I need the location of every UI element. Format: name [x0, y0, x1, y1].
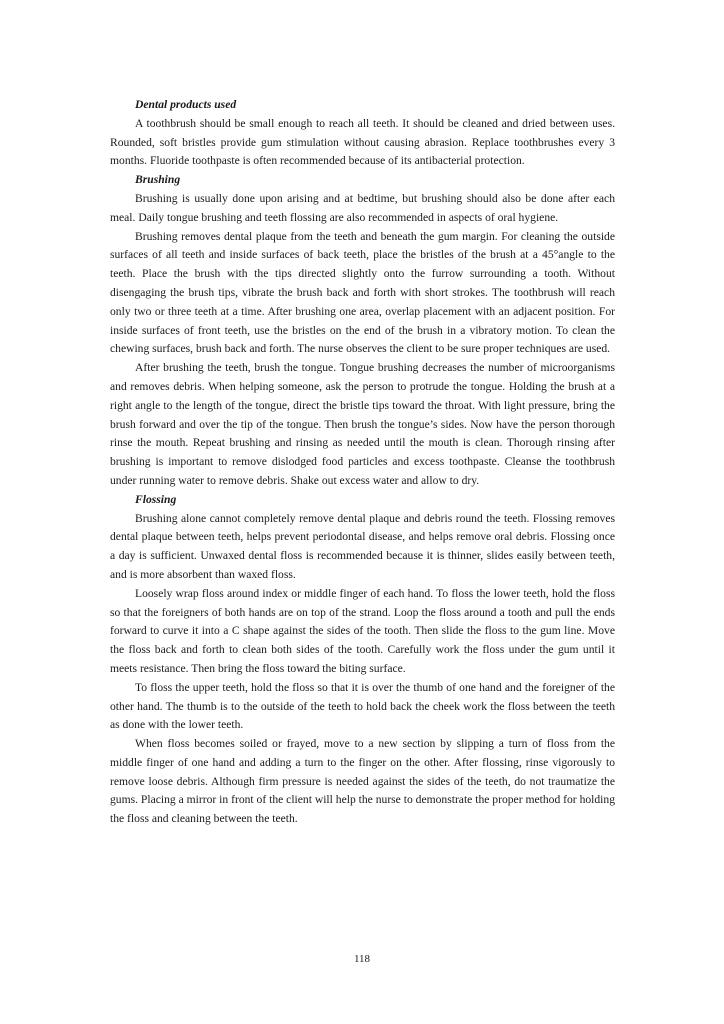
- paragraph: Brushing removes dental plaque from the teeth and beneath the gum margin. For cleaning the outside surfaces of all teeth and inside surfaces of back teeth, place the bristles of the brush at a 45°angle to the teeth. Place the brush with the tips directed slightly onto the furrow surrounding a tooth. Without disengaging the brush tips, vibrate the brush back and forth with short strokes. The toothbrush will reach only two or three teeth at a time. After brushing one area, overlap placement with an adjacent position. For inside surfaces of front teeth, use the bristles on the end of the brush in a vibratory motion. To clean the chewing surfaces, brush back and forth. The nurse observes the client to be sure proper techniques are used.: [110, 229, 615, 356]
- section-heading: Brushing: [135, 173, 181, 187]
- page-content: [110, 96, 615, 829]
- paragraph: When floss becomes soiled or frayed, move to a new section by slipping a turn of floss from the middle finger of one hand and adding a turn to the finger on the other. After flossing, rinse vigorously to remove loose debris. Although firm pressure is needed against the sides of the teeth, do not traumatize the gums. Placing a mirror in front of the client will help the nurse to demonstrate the proper method for holding the floss and cleaning between the teeth.: [110, 737, 615, 826]
- paragraph: Loosely wrap floss around index or middle finger of each hand. To floss the lower teeth, hold the floss so that the foreigners of both hands are on top of the strand. Loop the floss around a tooth and pull the ends forward to curve it into a C shape against the sides of the tooth. Then slide the floss to the gum line. Move the floss back and forth to clean both sides of the tooth. Carefully work the floss under the gum until it meets resistance. Then bring the floss toward the biting surface.: [110, 586, 615, 675]
- paragraph: Brushing alone cannot completely remove dental plaque and debris round the teeth. Flossing removes dental plaque between teeth, helps prevent periodontal disease, and helps remove oral debris. Flossing once a day is sufficient. Unwaxed dental floss is recommended because it is thinner, slides easily between teeth, and is more absorbent than waxed floss.: [110, 511, 615, 581]
- page-number: 118: [353, 953, 371, 965]
- paragraph: To floss the upper teeth, hold the floss so that it is over the thumb of one hand and the foreigner of the other hand. The thumb is to the outside of the teeth to hold back the cheek work the floss between the teeth as done with the lower teeth.: [110, 680, 615, 732]
- paragraph: A toothbrush should be small enough to reach all teeth. It should be cleaned and dried between uses. Rounded, soft bristles provide gum stimulation without causing abrasion. Replace toothbrushes every 3 months. Fluoride toothpaste is often recommended because of its antibacterial protection.: [110, 116, 615, 168]
- section-dental-products: [110, 96, 615, 171]
- section-flossing: [110, 491, 615, 829]
- paragraph: Brushing is usually done upon arising and at bedtime, but brushing should also be done after each meal. Daily tongue brushing and teeth flossing are also recommended in aspects of oral hygiene.: [110, 191, 615, 224]
- section-heading: Dental products used: [135, 98, 237, 111]
- paragraph: After brushing the teeth, brush the tongue. Tongue brushing decreases the number of microorganisms and removes debris. When helping someone, ask the person to protrude the tongue. Holding the brush at a right angle to the length of the tongue, direct the bristle tips toward the throat. With light pressure, bring the brush forward and over the tip of the tongue. Then brush the tongue’s sides. Now have the person thorough rinse the mouth. Repeat brushing and rinsing as needed until the mouth is clean. Thorough rinsing after brushing is important to remove dislodged food particles and excess toothpaste. Cleanse the toothbrush under running water to remove debris. Shake out excess water and allow to dry.: [110, 361, 615, 487]
- section-brushing: [110, 171, 615, 491]
- section-heading: Flossing: [135, 492, 177, 506]
